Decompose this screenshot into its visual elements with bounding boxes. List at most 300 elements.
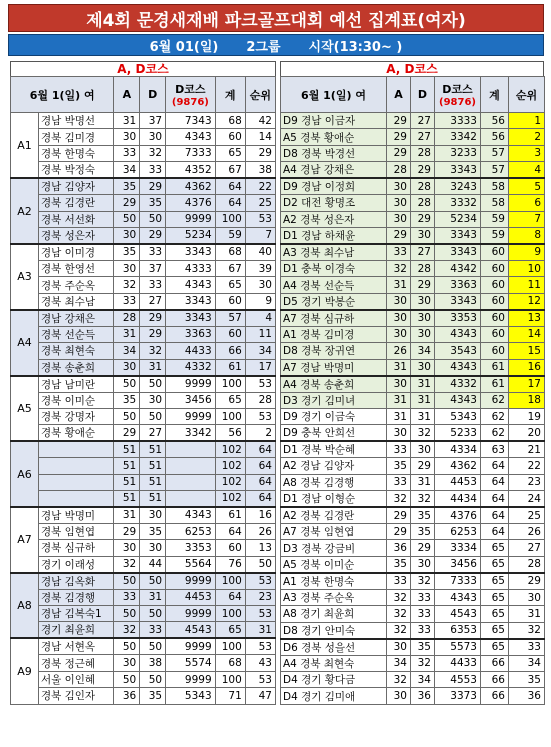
score-dcourse: 6253 (435, 524, 481, 540)
score-d: 35 (140, 195, 166, 211)
score-d: 27 (140, 425, 166, 442)
score-total: 56 (481, 129, 509, 145)
score-dcourse: 5574 (166, 655, 216, 671)
rank: 17 (245, 359, 275, 376)
score-dcourse: 3343 (166, 244, 216, 261)
score-dcourse: 3243 (435, 178, 481, 195)
score-d: 28 (411, 195, 435, 211)
player-name: 경북 강명자 (39, 408, 114, 424)
player-name: D2 대전 황명조 (281, 195, 387, 211)
score-total: 61 (481, 359, 509, 376)
score-total: 65 (481, 639, 509, 656)
score-d: 51 (140, 490, 166, 506)
table-row (11, 293, 276, 310)
score-d: 27 (411, 244, 435, 261)
player-name: D1 경북 박순혜 (281, 441, 387, 458)
player-name: A4 경북 선순득 (281, 277, 387, 293)
score-a: 35 (114, 244, 140, 261)
table-row (281, 573, 545, 590)
score-d: 27 (411, 129, 435, 145)
score-total: 60 (481, 277, 509, 293)
player-name: 경남 김양자 (39, 178, 114, 195)
score-a: 33 (114, 589, 140, 605)
rank: 23 (245, 589, 275, 605)
player-name: 경남 강채은 (39, 310, 114, 327)
score-total: 60 (481, 244, 509, 261)
right-header-a: A (387, 77, 411, 113)
right-table-body (281, 113, 545, 705)
rank: 29 (509, 573, 545, 590)
player-name: 경북 송춘희 (39, 359, 114, 376)
score-dcourse: 3233 (435, 145, 481, 161)
score-total: 66 (481, 688, 509, 704)
table-row (11, 474, 276, 490)
score-total: 100 (215, 408, 245, 424)
score-a: 36 (387, 540, 411, 556)
left-table (10, 76, 276, 705)
score-total: 59 (215, 227, 245, 244)
score-d: 29 (411, 277, 435, 293)
score-d: 31 (411, 474, 435, 490)
table-row (281, 524, 545, 540)
score-a: 50 (114, 376, 140, 393)
score-dcourse: 4332 (166, 359, 216, 376)
rank: 2 (509, 129, 545, 145)
player-name: D5 경기 박봉순 (281, 293, 387, 310)
player-name (39, 474, 114, 490)
score-d: 50 (140, 573, 166, 590)
score-dcourse: 9999 (166, 573, 216, 590)
right-table (280, 76, 545, 705)
rank: 30 (245, 277, 275, 293)
score-total: 100 (215, 638, 245, 655)
rank: 18 (509, 392, 545, 408)
table-row (281, 474, 545, 490)
score-a: 32 (387, 672, 411, 688)
score-a: 35 (387, 556, 411, 573)
score-total: 57 (481, 145, 509, 161)
score-total: 65 (481, 622, 509, 639)
score-total: 65 (215, 145, 245, 161)
score-a: 30 (114, 260, 140, 276)
score-a: 30 (387, 639, 411, 656)
score-d: 44 (140, 556, 166, 573)
score-d: 27 (411, 113, 435, 129)
player-name: 경남 남미란 (39, 376, 114, 393)
player-name: A1 경북 한명숙 (281, 573, 387, 590)
score-a: 50 (114, 671, 140, 687)
rank: 29 (245, 145, 275, 161)
right-header-total: 계 (481, 77, 509, 113)
score-dcourse: 5343 (166, 688, 216, 704)
score-dcourse: 5343 (435, 408, 481, 424)
score-dcourse: 4343 (166, 507, 216, 524)
score-dcourse: 4434 (435, 491, 481, 508)
score-d: 30 (140, 540, 166, 556)
table-row (281, 408, 545, 424)
score-dcourse (166, 490, 216, 506)
score-total: 57 (481, 162, 509, 179)
score-a: 29 (114, 425, 140, 442)
score-a: 30 (114, 129, 140, 145)
score-total: 64 (215, 523, 245, 539)
score-dcourse: 9999 (166, 671, 216, 687)
score-total: 60 (215, 540, 245, 556)
score-dcourse: 6353 (435, 622, 481, 639)
left-header-title: 6월 1(일) 여 (11, 77, 114, 113)
rank: 22 (245, 178, 275, 195)
table-row (11, 490, 276, 506)
score-dcourse: 4333 (166, 260, 216, 276)
score-total: 64 (481, 507, 509, 524)
right-header-dcourse-sub: (9876) (439, 97, 476, 108)
score-total: 64 (481, 458, 509, 474)
player-name: 경북 최수남 (39, 293, 114, 310)
score-total: 100 (215, 573, 245, 590)
score-dcourse (166, 441, 216, 457)
score-dcourse: 4453 (166, 589, 216, 605)
score-total: 66 (481, 672, 509, 688)
player-name: 경북 정근혜 (39, 655, 114, 671)
score-total: 62 (481, 392, 509, 408)
score-d: 51 (140, 474, 166, 490)
table-row (281, 293, 545, 310)
score-d: 33 (140, 244, 166, 261)
score-d: 33 (140, 162, 166, 179)
score-dcourse: 4362 (435, 458, 481, 474)
score-total: 62 (481, 425, 509, 442)
score-a: 32 (114, 277, 140, 293)
score-dcourse: 3342 (166, 425, 216, 442)
rank: 64 (245, 474, 275, 490)
table-row (281, 622, 545, 639)
rank: 28 (509, 556, 545, 573)
score-dcourse: 3333 (435, 113, 481, 129)
score-dcourse: 4332 (435, 376, 481, 393)
table-row (281, 129, 545, 145)
score-total: 100 (215, 211, 245, 227)
player-name: 경남 이미경 (39, 244, 114, 261)
score-total: 60 (481, 310, 509, 327)
score-a: 26 (387, 343, 411, 359)
score-d: 29 (140, 227, 166, 244)
score-a: 30 (387, 211, 411, 227)
score-total: 60 (481, 293, 509, 310)
score-total: 59 (481, 227, 509, 244)
score-d: 32 (140, 145, 166, 161)
rank: 35 (509, 672, 545, 688)
score-d: 33 (411, 589, 435, 605)
score-d: 31 (411, 376, 435, 393)
rank: 4 (245, 310, 275, 327)
score-total: 65 (481, 589, 509, 605)
score-a: 32 (387, 589, 411, 605)
player-name: A2 경북 김경란 (281, 507, 387, 524)
score-dcourse: 4334 (435, 441, 481, 458)
score-a: 32 (114, 622, 140, 639)
right-header-title: 6월 1(일) 여 (281, 77, 387, 113)
table-row (281, 425, 545, 442)
score-a: 30 (387, 310, 411, 327)
left-header-dcourse-sub: (9876) (171, 97, 209, 108)
score-a: 51 (114, 458, 140, 474)
table-row (11, 622, 276, 639)
player-name: D3 경북 강금비 (281, 540, 387, 556)
score-total: 65 (481, 573, 509, 590)
rank: 31 (245, 622, 275, 639)
score-d: 36 (411, 688, 435, 704)
player-name: A8 경북 김경행 (281, 474, 387, 490)
rank: 53 (245, 573, 275, 590)
table-row (11, 441, 276, 457)
rank: 25 (245, 195, 275, 211)
score-total: 65 (481, 540, 509, 556)
score-total: 61 (481, 376, 509, 393)
score-total: 64 (215, 195, 245, 211)
score-a: 50 (114, 573, 140, 590)
score-dcourse: 9999 (166, 211, 216, 227)
score-a: 31 (387, 359, 411, 376)
score-total: 65 (481, 606, 509, 622)
score-total: 102 (215, 490, 245, 506)
right-header-row (281, 77, 545, 113)
rank: 17 (509, 376, 545, 393)
player-name: 경북 서선화 (39, 211, 114, 227)
rank: 64 (245, 441, 275, 457)
left-header-d: D (140, 77, 166, 113)
score-d: 32 (411, 655, 435, 671)
group-label: A8 (11, 573, 39, 639)
player-name: D8 경북 박경선 (281, 145, 387, 161)
score-dcourse: 3456 (166, 392, 216, 408)
score-d: 50 (140, 638, 166, 655)
table-row (11, 507, 276, 524)
group-label: A6 (11, 441, 39, 507)
player-name: D8 경기 안미숙 (281, 622, 387, 639)
player-name: 경북 임현엽 (39, 523, 114, 539)
table-row (11, 145, 276, 161)
table-row (281, 392, 545, 408)
table-row (11, 211, 276, 227)
score-total: 68 (215, 655, 245, 671)
score-dcourse: 3543 (435, 343, 481, 359)
player-name: A3 경북 주순옥 (281, 589, 387, 605)
player-name: 경북 주순옥 (39, 277, 114, 293)
score-a: 30 (387, 326, 411, 342)
table-row (281, 458, 545, 474)
table-row (11, 589, 276, 605)
table-row (281, 343, 545, 359)
table-row (11, 260, 276, 276)
score-d: 31 (411, 392, 435, 408)
score-d: 51 (140, 458, 166, 474)
table-row (11, 523, 276, 539)
score-d: 29 (411, 540, 435, 556)
score-dcourse: 3343 (435, 244, 481, 261)
group-label: A7 (11, 507, 39, 573)
table-row (281, 277, 545, 293)
score-d: 28 (411, 145, 435, 161)
table-row (281, 227, 545, 244)
score-total: 58 (481, 178, 509, 195)
score-d: 35 (140, 523, 166, 539)
player-name: 경남 서현옥 (39, 638, 114, 655)
score-d: 35 (411, 507, 435, 524)
rank: 22 (509, 458, 545, 474)
score-dcourse: 4433 (435, 655, 481, 671)
score-d: 37 (140, 260, 166, 276)
score-dcourse: 5234 (435, 211, 481, 227)
left-course-label: A, D코스 (10, 61, 276, 76)
table-row (281, 162, 545, 179)
score-d: 50 (140, 671, 166, 687)
score-a: 35 (387, 458, 411, 474)
score-total: 71 (215, 688, 245, 704)
rank: 16 (245, 507, 275, 524)
subtitle-bar (8, 34, 544, 56)
rank: 7 (509, 211, 545, 227)
table-row (11, 310, 276, 327)
rank: 21 (509, 441, 545, 458)
score-total: 65 (481, 556, 509, 573)
score-d: 35 (411, 524, 435, 540)
rank: 9 (245, 293, 275, 310)
score-a: 29 (387, 227, 411, 244)
player-name: A3 경북 최수남 (281, 244, 387, 261)
score-a: 29 (114, 523, 140, 539)
table-row (11, 162, 276, 179)
score-dcourse: 3343 (435, 162, 481, 179)
score-a: 35 (114, 178, 140, 195)
score-a: 30 (387, 688, 411, 704)
table-row (281, 359, 545, 376)
score-a: 51 (114, 441, 140, 457)
score-total: 64 (481, 524, 509, 540)
rank: 33 (509, 639, 545, 656)
score-dcourse: 4343 (166, 129, 216, 145)
rank: 27 (509, 540, 545, 556)
table-row (11, 195, 276, 211)
score-total: 60 (481, 260, 509, 276)
player-name: 경북 박정숙 (39, 162, 114, 179)
player-name (39, 490, 114, 506)
score-dcourse: 9999 (166, 606, 216, 622)
score-dcourse: 7333 (435, 573, 481, 590)
score-a: 29 (387, 524, 411, 540)
score-a: 31 (387, 408, 411, 424)
score-d: 32 (411, 425, 435, 442)
score-d: 27 (140, 293, 166, 310)
table-row (281, 376, 545, 393)
score-a: 29 (387, 129, 411, 145)
rank: 53 (245, 211, 275, 227)
score-d: 28 (411, 260, 435, 276)
score-d: 31 (140, 359, 166, 376)
player-name: 경북 김인자 (39, 688, 114, 704)
score-d: 34 (411, 343, 435, 359)
score-d: 30 (411, 441, 435, 458)
score-a: 28 (387, 162, 411, 179)
player-name: 경남 박명미 (39, 507, 114, 524)
group-label: A3 (11, 244, 39, 310)
score-d: 30 (140, 129, 166, 145)
score-dcourse: 4453 (435, 474, 481, 490)
score-a: 30 (114, 655, 140, 671)
score-a: 34 (387, 655, 411, 671)
rank: 14 (509, 326, 545, 342)
player-name: 경북 김경행 (39, 589, 114, 605)
score-d: 33 (411, 622, 435, 639)
score-total: 65 (215, 622, 245, 639)
score-total: 64 (481, 474, 509, 490)
score-d: 32 (411, 573, 435, 590)
table-row (281, 441, 545, 458)
score-a: 29 (387, 145, 411, 161)
table-row (281, 556, 545, 573)
player-name: 경남 박명선 (39, 113, 114, 129)
score-total: 56 (481, 113, 509, 129)
score-total: 64 (481, 491, 509, 508)
table-row (11, 343, 276, 359)
table-row (281, 655, 545, 671)
player-name: D9 충북 안희선 (281, 425, 387, 442)
table-row (11, 277, 276, 293)
score-dcourse: 3343 (166, 310, 216, 327)
right-course-label: A, D코스 (280, 61, 544, 76)
player-name: A1 경북 김미경 (281, 326, 387, 342)
score-a: 33 (114, 145, 140, 161)
player-name: A5 경북 황애순 (281, 129, 387, 145)
score-total: 102 (215, 474, 245, 490)
score-total: 66 (215, 343, 245, 359)
score-dcourse: 6253 (166, 523, 216, 539)
table-row (281, 589, 545, 605)
score-d: 37 (140, 113, 166, 129)
score-a: 31 (114, 326, 140, 342)
rank: 42 (245, 113, 275, 129)
score-total: 63 (481, 441, 509, 458)
rank: 13 (509, 310, 545, 327)
table-row (11, 178, 276, 195)
score-dcourse: 4553 (435, 672, 481, 688)
rank: 32 (509, 622, 545, 639)
table-row (281, 113, 545, 129)
table-row (11, 227, 276, 244)
table-row (281, 507, 545, 524)
score-dcourse: 5564 (166, 556, 216, 573)
left-header-rank: 순위 (245, 77, 275, 113)
score-total: 62 (481, 408, 509, 424)
score-a: 50 (114, 638, 140, 655)
score-d: 38 (140, 655, 166, 671)
table-row (11, 573, 276, 590)
score-dcourse (166, 474, 216, 490)
score-a: 36 (114, 688, 140, 704)
score-dcourse: 3343 (435, 227, 481, 244)
score-d: 31 (411, 408, 435, 424)
score-dcourse: 4376 (166, 195, 216, 211)
player-name: D3 경기 김미녀 (281, 392, 387, 408)
table-row (281, 260, 545, 276)
score-d: 30 (411, 310, 435, 327)
score-dcourse: 4543 (166, 622, 216, 639)
table-row (11, 392, 276, 408)
rank: 64 (245, 490, 275, 506)
score-dcourse: 3373 (435, 688, 481, 704)
table-row (281, 606, 545, 622)
left-header-total: 계 (215, 77, 245, 113)
rank: 47 (245, 688, 275, 704)
